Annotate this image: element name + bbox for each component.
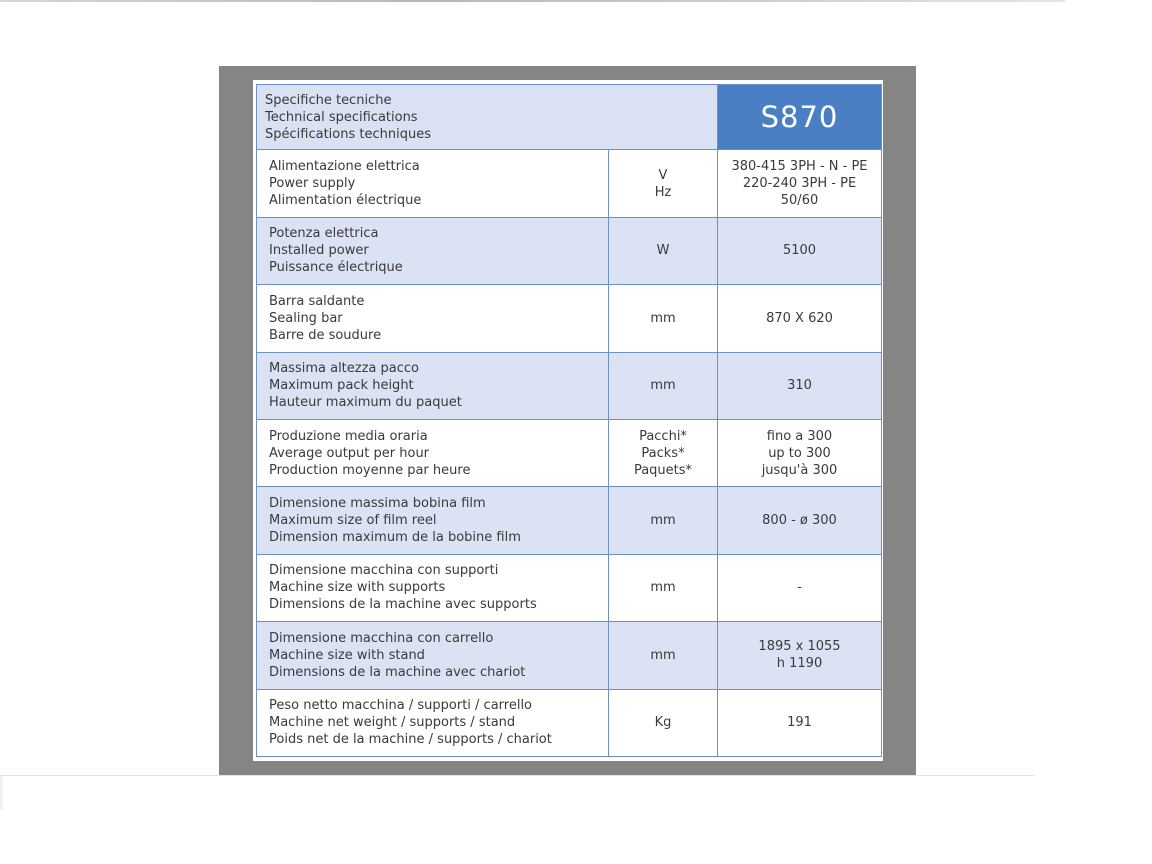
spec-label: Hauteur maximum du paquet [269, 395, 462, 411]
spec-value: 800 - ø 300 [762, 513, 837, 529]
spec-value: 50/60 [780, 193, 819, 209]
spec-value-cell [718, 689, 882, 757]
spec-unit: Pacchi* [639, 428, 687, 444]
spec-label: Dimensione macchina con supporti [269, 563, 499, 579]
spec-unit-cell [609, 622, 718, 689]
spec-unit: mm [650, 580, 676, 596]
spec-value: 1895 x 1055 [758, 639, 841, 655]
spec-value: 380-415 3PH - N - PE [731, 159, 868, 175]
spec-unit-cell [609, 487, 718, 554]
spec-unit: V [658, 167, 668, 183]
spec-value-cell [718, 622, 882, 689]
model-name: S870 [718, 85, 882, 150]
spec-value-cell [718, 217, 882, 284]
spec-label: Dimensione macchina con carrello [269, 630, 494, 646]
spec-label: Massima altezza pacco [269, 361, 419, 377]
spec-label: Poids net de la machine / supports / chariot [269, 732, 552, 748]
spec-unit-cell [609, 352, 718, 419]
spec-label-cell [257, 554, 609, 621]
spec-row [257, 622, 882, 689]
spec-value: 191 [787, 715, 812, 731]
spec-unit: Kg [654, 715, 672, 731]
spec-label: Machine size with stand [269, 647, 425, 663]
spec-row [257, 150, 882, 217]
spec-label: Production moyenne par heure [269, 462, 471, 478]
spec-label: Maximum pack height [269, 378, 414, 394]
spec-unit: mm [650, 513, 676, 529]
spec-value: 870 X 620 [766, 310, 833, 326]
spec-unit: Hz [654, 184, 672, 200]
spec-value: 310 [787, 378, 812, 394]
spec-label: Power supply [269, 176, 356, 192]
spec-label-cell [257, 622, 609, 689]
spec-unit-cell [609, 150, 718, 217]
spec-row [257, 285, 882, 352]
spec-value: fino a 300 [766, 428, 833, 444]
spec-label: Barre de soudure [269, 327, 382, 343]
title-italian: Specifiche tecniche [265, 92, 392, 108]
spec-label: Produzione media oraria [269, 428, 428, 444]
spec-row [257, 487, 882, 554]
spec-unit: Paquets* [633, 462, 693, 478]
spec-label: Machine net weight / supports / stand [269, 715, 516, 731]
spec-label-cell [257, 217, 609, 284]
spec-unit: mm [650, 378, 676, 394]
bottom-divider-line [0, 775, 1035, 776]
spec-row [257, 352, 882, 419]
spec-unit-cell [609, 689, 718, 757]
spec-label: Alimentazione elettrica [269, 159, 420, 175]
spec-unit: mm [650, 310, 676, 326]
spec-unit-cell [609, 419, 718, 486]
spec-unit-cell [609, 554, 718, 621]
spec-value-cell [718, 285, 882, 352]
spec-label-cell [257, 352, 609, 419]
spec-label: Puissance électrique [269, 260, 403, 276]
spec-label-cell [257, 487, 609, 554]
spec-unit: W [656, 243, 670, 259]
spec-label: Barra saldante [269, 293, 365, 309]
spec-row [257, 689, 882, 757]
spec-label-cell [257, 150, 609, 217]
spec-label-cell [257, 285, 609, 352]
spec-label: Alimentation électrique [269, 193, 422, 209]
table-header-row [257, 85, 882, 150]
bottom-edge-mark [0, 776, 3, 810]
spec-label: Potenza elettrica [269, 226, 379, 242]
spec-label-cell [257, 689, 609, 757]
spec-label: Dimension maximum de la bobine film [269, 530, 521, 546]
spec-label: Dimensions de la machine avec supports [269, 597, 537, 613]
spec-row [257, 554, 882, 621]
spec-label: Dimensione massima bobina film [269, 496, 486, 512]
spec-value: 5100 [782, 243, 817, 259]
spec-value-cell [718, 554, 882, 621]
spec-value-cell [718, 419, 882, 486]
spec-label: Peso netto macchina / supporti / carrello [269, 698, 533, 714]
spec-label: Maximum size of film reel [269, 513, 437, 529]
spec-value: 220-240 3PH - PE [742, 176, 857, 192]
spec-unit: Packs* [641, 445, 685, 461]
spec-unit-cell [609, 285, 718, 352]
spec-value: jusqu'à 300 [761, 462, 838, 478]
spec-value-cell [718, 487, 882, 554]
spec-label: Installed power [269, 243, 369, 259]
top-divider-line [0, 0, 1065, 2]
spec-row [257, 217, 882, 284]
spec-label-cell [257, 419, 609, 486]
spec-value: up to 300 [768, 445, 831, 461]
spec-unit: mm [650, 647, 676, 663]
title-english: Technical specifications [265, 109, 418, 125]
spec-sheet [253, 80, 883, 761]
spec-label: Average output per hour [269, 445, 430, 461]
table-title [257, 85, 718, 150]
title-french: Spécifications techniques [265, 126, 431, 142]
spec-label: Dimensions de la machine avec chariot [269, 664, 526, 680]
spec-value: - [797, 580, 802, 596]
spec-value-cell [718, 150, 882, 217]
spec-value: h 1190 [776, 656, 823, 672]
spec-row [257, 419, 882, 486]
spec-unit-cell [609, 217, 718, 284]
specifications-table [256, 84, 882, 757]
spec-value-cell [718, 352, 882, 419]
spec-label: Machine size with supports [269, 580, 446, 596]
spec-label: Sealing bar [269, 310, 343, 326]
